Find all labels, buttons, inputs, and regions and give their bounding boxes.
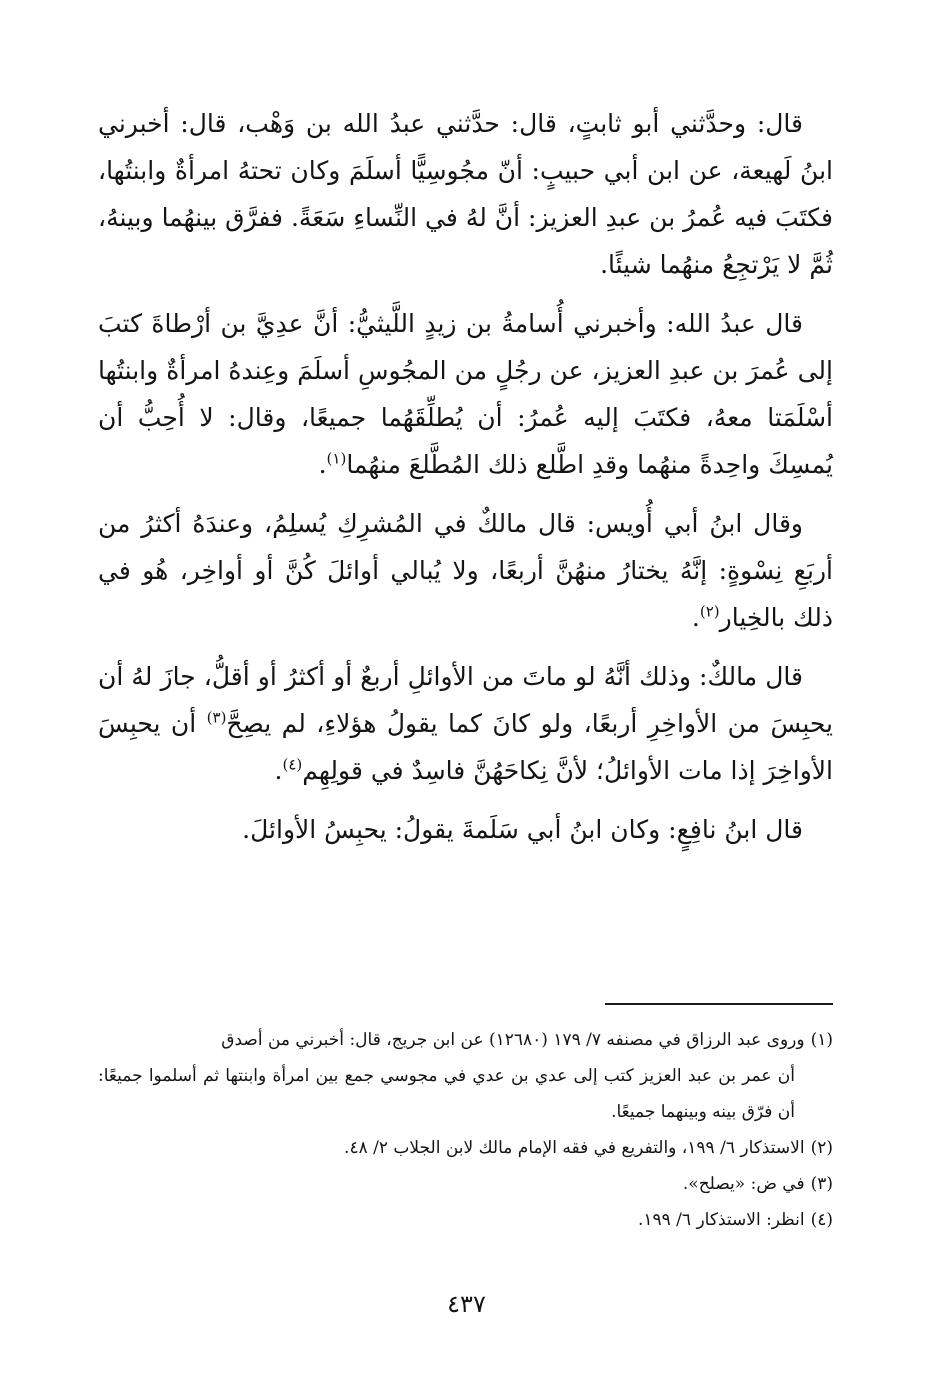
- paragraph-text: قال عبدُ الله: وأخبرني أُسامةُ بن زيدٍ اللَّيثيُّ: أنَّ عدِيَّ بن أرْطاةَ كتبَ إلى عُمرَ بن عبدِ العزيز، عن رجُلٍ من المجُوسِ أسلَمَ وعِندهُ امرأةٌ وابنتُها أسْلَمَتا معهُ، فكتَبَ إليه عُمرُ: أن يُطلِّقَهُما جميعًا، وقال: لا أُحِبُّ أن يُمسِكَ واحِدةً منهُما وقدِ اطَّلع ذلك المُطَّلعَ منهُما: [98, 309, 833, 479]
- footnote-number: (٢): [810, 1138, 833, 1158]
- footnote-ref[interactable]: (٢): [699, 602, 720, 621]
- paragraph-1: [98, 100, 833, 288]
- footnote-ref[interactable]: (٤): [282, 755, 303, 774]
- footnote-1: [98, 1022, 833, 1130]
- paragraph-5: [98, 806, 833, 853]
- footnote-3: [98, 1166, 833, 1202]
- footnote-4: [98, 1202, 833, 1238]
- paragraph-3: وقال ابنُ أبي أُويس: قال مالكٌ في المُشرِكِ يُسلِمُ، وعندَهُ أكثرُ من أربَعِ نِسْوةٍ: إنَّهُ يختارُ منهُنَّ أربعًا، ولا يُبالي أوائلَ كُنَّ أو أواخِر، هُو في ذلك بالخِيار$^{(٢)}$.: [98, 509, 833, 632]
- footnote-text: في ض: «يصلح».: [682, 1174, 805, 1194]
- footnote-text: الاستذكار ٦/ ١٩٩، والتفريع في فقه الإمام مالك لابن الجلاب ٢/ ٤٨.: [344, 1138, 805, 1158]
- paragraph-4: قال مالكٌ: وذلك أنَّهُ لو ماتَ من الأوائلِ أربعٌ أو أكثرُ أو أقلُّ، جازَ لهُ أن يحبِسَ من الأواخِرِ أربعًا، ولو كانَ كما يقولُ هؤلاءِ، لم يصِحَّ$^{(٣)}$ أن يحبِسَ الأواخِرَ إذا مات الأوائلُ؛ لأنَّ نِكاحَهُنَّ فاسِدٌ في قولِهِم$^{(٤)}$.: [98, 662, 833, 785]
- page-number: ٤٣٧: [447, 1290, 486, 1318]
- footnote-number: (١): [810, 1030, 833, 1050]
- paragraph-text: وقال ابنُ أبي أُويس: قال مالكٌ في المُشرِكِ يُسلِمُ، وعندَهُ أكثرُ من أربَعِ نِسْوةٍ: إنَّهُ يختارُ منهُنَّ أربعًا، ولا يُبالي أوائلَ كُنَّ أو أواخِر، هُو في ذلك بالخِيار: [98, 509, 833, 632]
- footnotes: [98, 1022, 833, 1238]
- footnote-ref[interactable]: (٣): [206, 708, 227, 727]
- footnote-text: انظر: الاستذكار ٦/ ١٩٩.: [637, 1210, 805, 1230]
- paragraph-text: قال ابنُ نافِعٍ: وكان ابنُ أبي سَلَمةَ يقولُ: يحبِسُ الأوائلَ.: [242, 815, 803, 844]
- footnote-number: (٤): [810, 1210, 833, 1230]
- main-text: [98, 100, 833, 865]
- footnote-divider: [605, 1003, 833, 1005]
- footnote-number: (٣): [810, 1174, 833, 1194]
- paragraph-2: قال عبدُ الله: وأخبرني أُسامةُ بن زيدٍ اللَّيثيُّ: أنَّ عدِيَّ بن أرْطاةَ كتبَ إلى عُمرَ بن عبدِ العزيز، عن رجُلٍ من المجُوسِ أسلَمَ وعِندهُ امرأةٌ وابنتُها أسْلَمَتا معهُ، فكتَبَ إليه عُمرُ: أن يُطلِّقَهُما جميعًا، وقال: لا أُحِبُّ أن يُمسِكَ واحِدةً منهُما وقدِ اطَّلع ذلك المُطَّلعَ منهُما$^{(١)}$.: [98, 309, 833, 479]
- footnote-continuation: أن عمر بن عبد العزيز كتب إلى عدي بن عدي في مجوسي جمع بين امرأة وابنتها ثم أسلموا جميعًا: أن فرّق بينه وبينهما جميعًا.: [98, 1066, 795, 1122]
- paragraph-text: قال: وحدَّثني أبو ثابتٍ، قال: حدَّثني عبدُ الله بن وَهْب، قال: أخبرني ابنُ لَهيعة، عن ابن أبي حبيبٍ: أنّ مجُوسِيًّا أسلَمَ وكان تحتهُ امرأةٌ وابنتُها، فكتَبَ فيه عُمرُ بن عبدِ العزيز: أنَّ لهُ في النِّساءِ سَعَةً. ففرَّق بينهُما وبينهُ، ثُمَّ لا يَرْتجِعُ منهُما شيئًا.: [98, 109, 833, 279]
- footnote-2: [98, 1130, 833, 1166]
- paragraph-text: قال مالكٌ: وذلك أنَّهُ لو ماتَ من الأوائلِ أربعٌ أو أكثرُ أو أقلُّ، جازَ لهُ أن يحبِسَ من الأواخِرِ أربعًا، ولو كانَ كما يقولُ هؤلاءِ، لم يصِحَّ: [98, 662, 833, 738]
- paragraph-text-tail: أن يحبِسَ الأواخِرَ إذا مات الأوائلُ؛ لأنَّ نِكاحَهُنَّ فاسِدٌ في قولِهِم: [98, 709, 833, 785]
- footnote-text: وروى عبد الرزاق في مصنفه ٧/ ١٧٩ (١٢٦٨٠) عن ابن جريج، قال: أخبرني من أصدق: [221, 1030, 805, 1050]
- footnote-ref[interactable]: (١): [326, 449, 347, 468]
